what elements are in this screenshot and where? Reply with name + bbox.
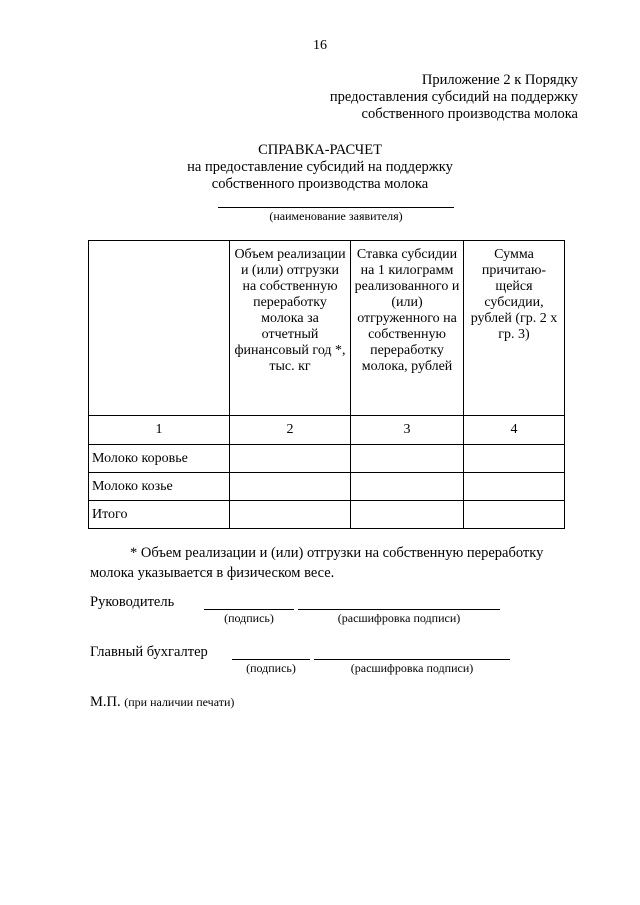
input-cell-rate[interactable] (351, 473, 464, 501)
stamp-note: (при наличии печати) (124, 695, 235, 709)
accountant-sign-caption: (подпись) (246, 661, 296, 675)
document-title (0, 142, 640, 193)
stamp-place (90, 694, 234, 711)
input-cell-volume[interactable] (230, 445, 351, 473)
input-cell-amount[interactable] (464, 501, 565, 529)
stamp-label: М.П. (90, 694, 121, 710)
row-label-total: Итого (89, 501, 230, 529)
accountant-signature-line[interactable] (232, 659, 310, 660)
table-row (89, 445, 565, 473)
head-decode-caption: (расшифровка подписи) (337, 611, 461, 625)
footnote: * Объем реализации и (или) отгрузки на собственную переработку молока указывается в физическом весе. (90, 545, 544, 581)
appendix-line-1: Приложение 2 к Порядку (421, 72, 578, 88)
head-sign-caption: (подпись) (224, 611, 274, 625)
accountant-decode-caption: (расшифровка подписи) (350, 661, 474, 675)
column-number: 3 (351, 416, 464, 445)
header-cell-1 (89, 241, 230, 416)
input-cell-volume[interactable] (230, 501, 351, 529)
accountant-signature-label: Главный бухгалтер (90, 644, 208, 660)
table-row (89, 473, 565, 501)
appendix-line-3: собственного производства молока (361, 106, 578, 122)
title-line-2: на предоставление субсидий на поддержку (187, 159, 453, 175)
applicant-caption: (наименование заявителя) (269, 209, 403, 223)
row-label-goat-milk: Молоко козье (89, 473, 230, 501)
appendix-note (330, 72, 578, 123)
table-row (89, 501, 565, 529)
header-cell-volume: Объем реализации и (или) отгрузки на собственную переработку молока за отчетный финансовый год *, тыс. кг (230, 241, 351, 416)
title-line-3: собственного производства молока (211, 176, 429, 192)
accountant-decode-line[interactable] (314, 659, 510, 660)
row-label-cow-milk: Молоко коровье (89, 445, 230, 473)
input-cell-volume[interactable] (230, 473, 351, 501)
subsidy-table (88, 240, 565, 529)
input-cell-amount[interactable] (464, 473, 565, 501)
head-signature-label: Руководитель (90, 594, 175, 610)
head-signature-line[interactable] (204, 609, 294, 610)
column-number: 2 (230, 416, 351, 445)
table-header-row (89, 241, 565, 416)
applicant-name-line (218, 207, 454, 208)
head-decode-line[interactable] (298, 609, 500, 610)
column-number-row (89, 416, 565, 445)
column-number: 4 (464, 416, 565, 445)
page-number: 16 (313, 38, 327, 53)
input-cell-rate[interactable] (351, 445, 464, 473)
header-cell-amount: Сумма причитаю-щейся субсидии, рублей (гр. 2 х гр. 3) (464, 241, 565, 416)
column-number: 1 (89, 416, 230, 445)
header-cell-rate: Ставка субсидии на 1 килограмм реализованного и (или) отгруженного на собственную переработку молока, рублей (351, 241, 464, 416)
input-cell-amount[interactable] (464, 445, 565, 473)
input-cell-rate[interactable] (351, 501, 464, 529)
title-main: СПРАВКА-РАСЧЕТ (258, 142, 382, 158)
appendix-line-2: предоставления субсидий на поддержку (329, 89, 578, 105)
